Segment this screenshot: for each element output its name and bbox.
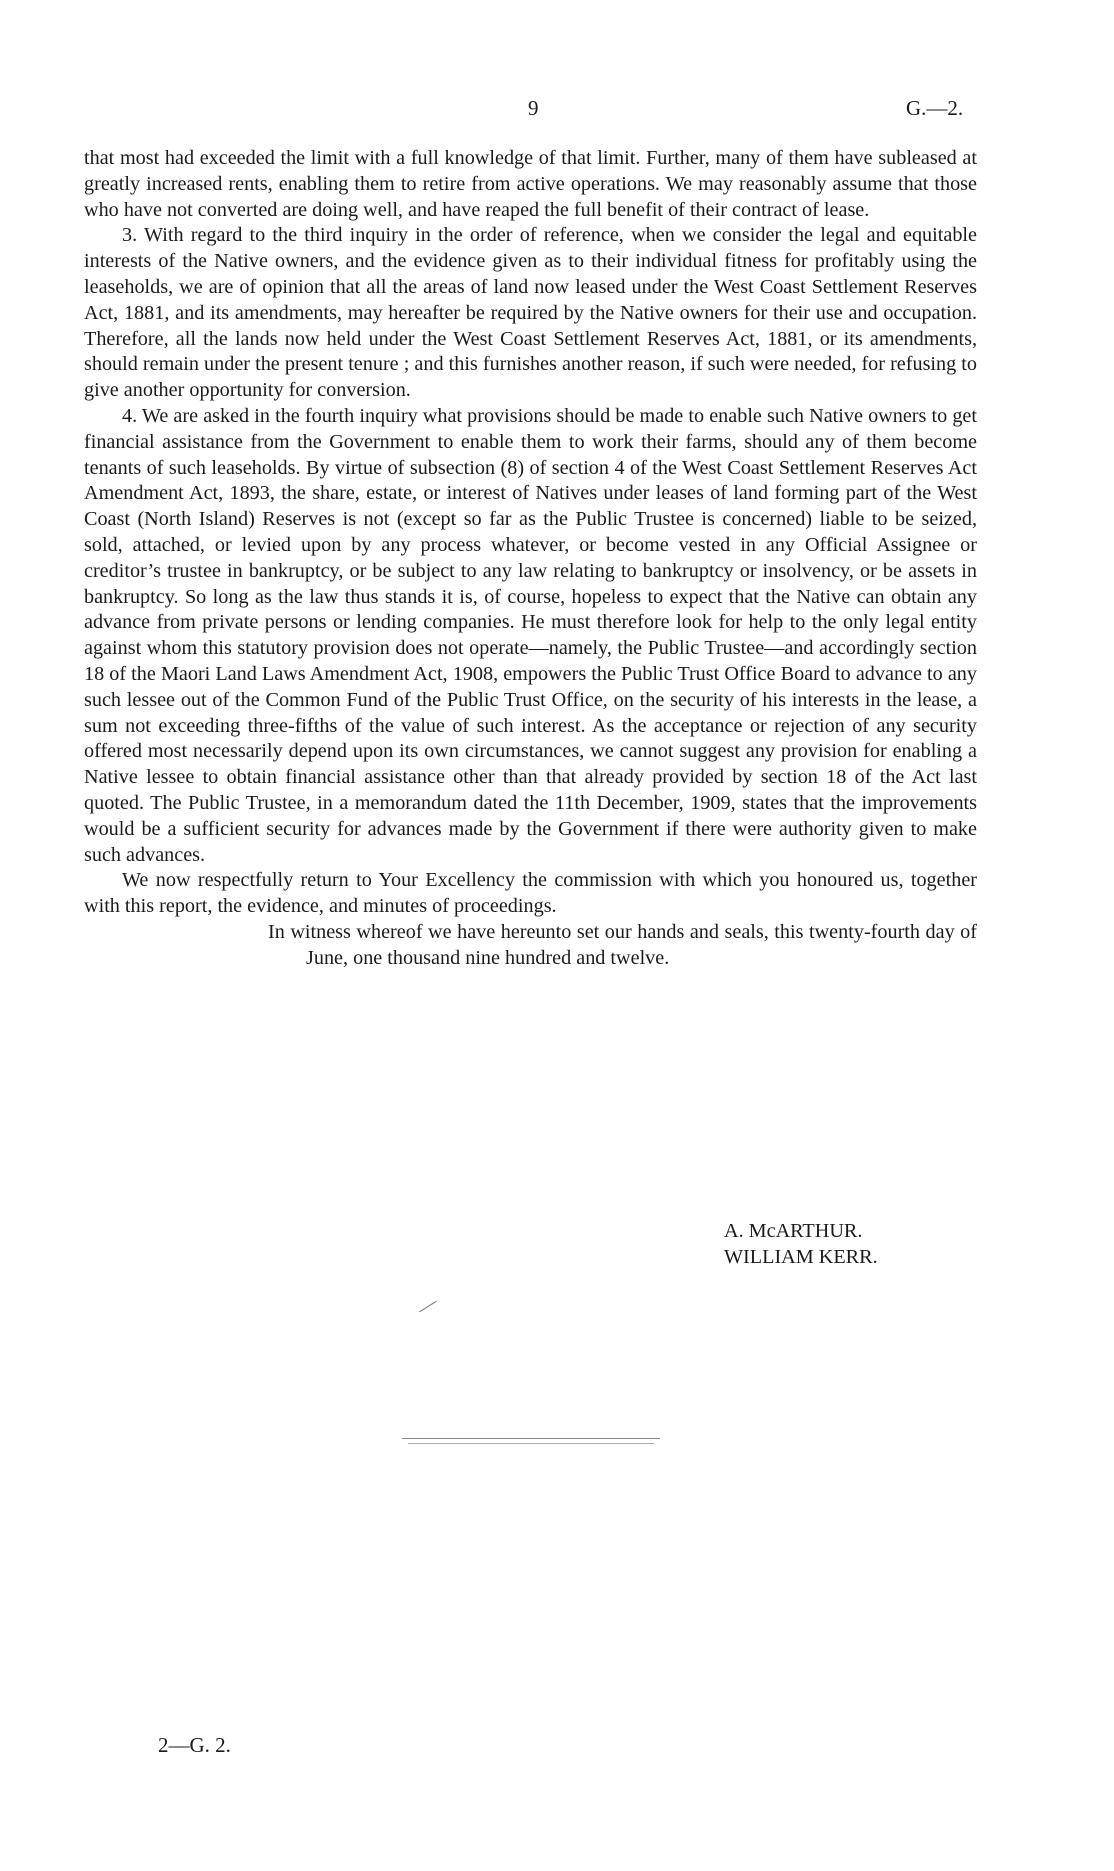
divider-line-bottom xyxy=(408,1443,654,1444)
signatory-mcarthur: A. McARTHUR. xyxy=(724,1220,863,1242)
footer-reference: 2—G. 2. xyxy=(158,1733,231,1757)
stray-mark xyxy=(419,1301,436,1312)
closing-divider xyxy=(402,1438,660,1445)
page-number: 9 xyxy=(528,96,539,120)
witness-clause: In witness whereof we have hereunto set our hands and seals, this twenty-fourth day of June, one thousand nine hundred and twelve. xyxy=(268,920,977,969)
paragraph-return-commission: We now respectfully return to Your Excellency the commission with which you honoured us, together with this report, the evidence, and minutes of proceedings. xyxy=(84,869,977,918)
report-body xyxy=(84,146,977,972)
signatory-kerr: WILLIAM KERR. xyxy=(724,1245,878,1268)
paragraph-fourth-inquiry: 4. We are asked in the fourth inquiry what provisions should be made to enable such Native owners to get financial assistance from the Government to enable them to work their farms, should any of them become tenants of such leaseholds. By virtue of subsection (8) of section 4 of the West Coast Settlement Reserves Act Amendment Act, 1893, the share, estate, or interest of Natives under leases of land forming part of the West Coast (North Island) Reserves is not (except so far as the Public Trustee is concerned) liable to be seized, sold, attached, or levied upon by any process whatever, or become vested in any Official Assignee or creditor’s trustee in bankruptcy, or be subject to any law relating to bankruptcy or insolvency, or be assets in bankruptcy. So long as the law thus stands it is, of course, hopeless to expect that the Native can obtain any advance from private persons or lending companies. He must therefore look for help to the only legal entity against whom this statutory provision does not operate—namely, the Public Trustee—and accordingly section 18 of the Maori Land Laws Amendment Act, 1908, empowers the Public Trust Office Board to advance to any such lessee out of the Common Fund of the Public Trust Office, on the security of his interests in the lease, a sum not exceeding three-fifths of the value of such interest. As the acceptance or rejection of any security offered most necessarily depend upon its own circumstances, we cannot suggest any provision for enabling a Native lessee to obtain financial assistance other than that already provided by section 18 of the Act last quoted. The Public Trustee, in a memorandum dated the 11th December, 1909, states that the improvements would be a sufficient security for advances made by the Government if there were authority given to make such advances. xyxy=(84,404,977,866)
signature-block xyxy=(724,1219,878,1271)
paragraph-continuation: that most had exceeded the limit with a full knowledge of that limit. Further, many of them have subleased at greatly increased rents, enabling them to retire from active operations. We may reasonably assume that those who have not converted are doing well, and have reaped the full benefit of their contract of lease. xyxy=(84,147,977,221)
divider-line-top xyxy=(402,1438,660,1439)
paragraph-third-inquiry: 3. With regard to the third inquiry in the order of reference, when we consider the legal and equitable interests of the Native owners, and the evidence given as to their individual fitness for profitably using the leaseholds, we are of opinion that all the areas of land now leased under the West Coast Settlement Reserves Act, 1881, and its amendments, may hereafter be required by the Native owners for their use and occupation. Therefore, all the lands now held under the West Coast Settlement Reserves Act, 1881, or its amendments, should remain under the present tenure ; and this furnishes another reason, if such were needed, for refusing to give another opportunity for conversion. xyxy=(84,224,977,402)
document-reference: G.—2. xyxy=(906,96,964,120)
